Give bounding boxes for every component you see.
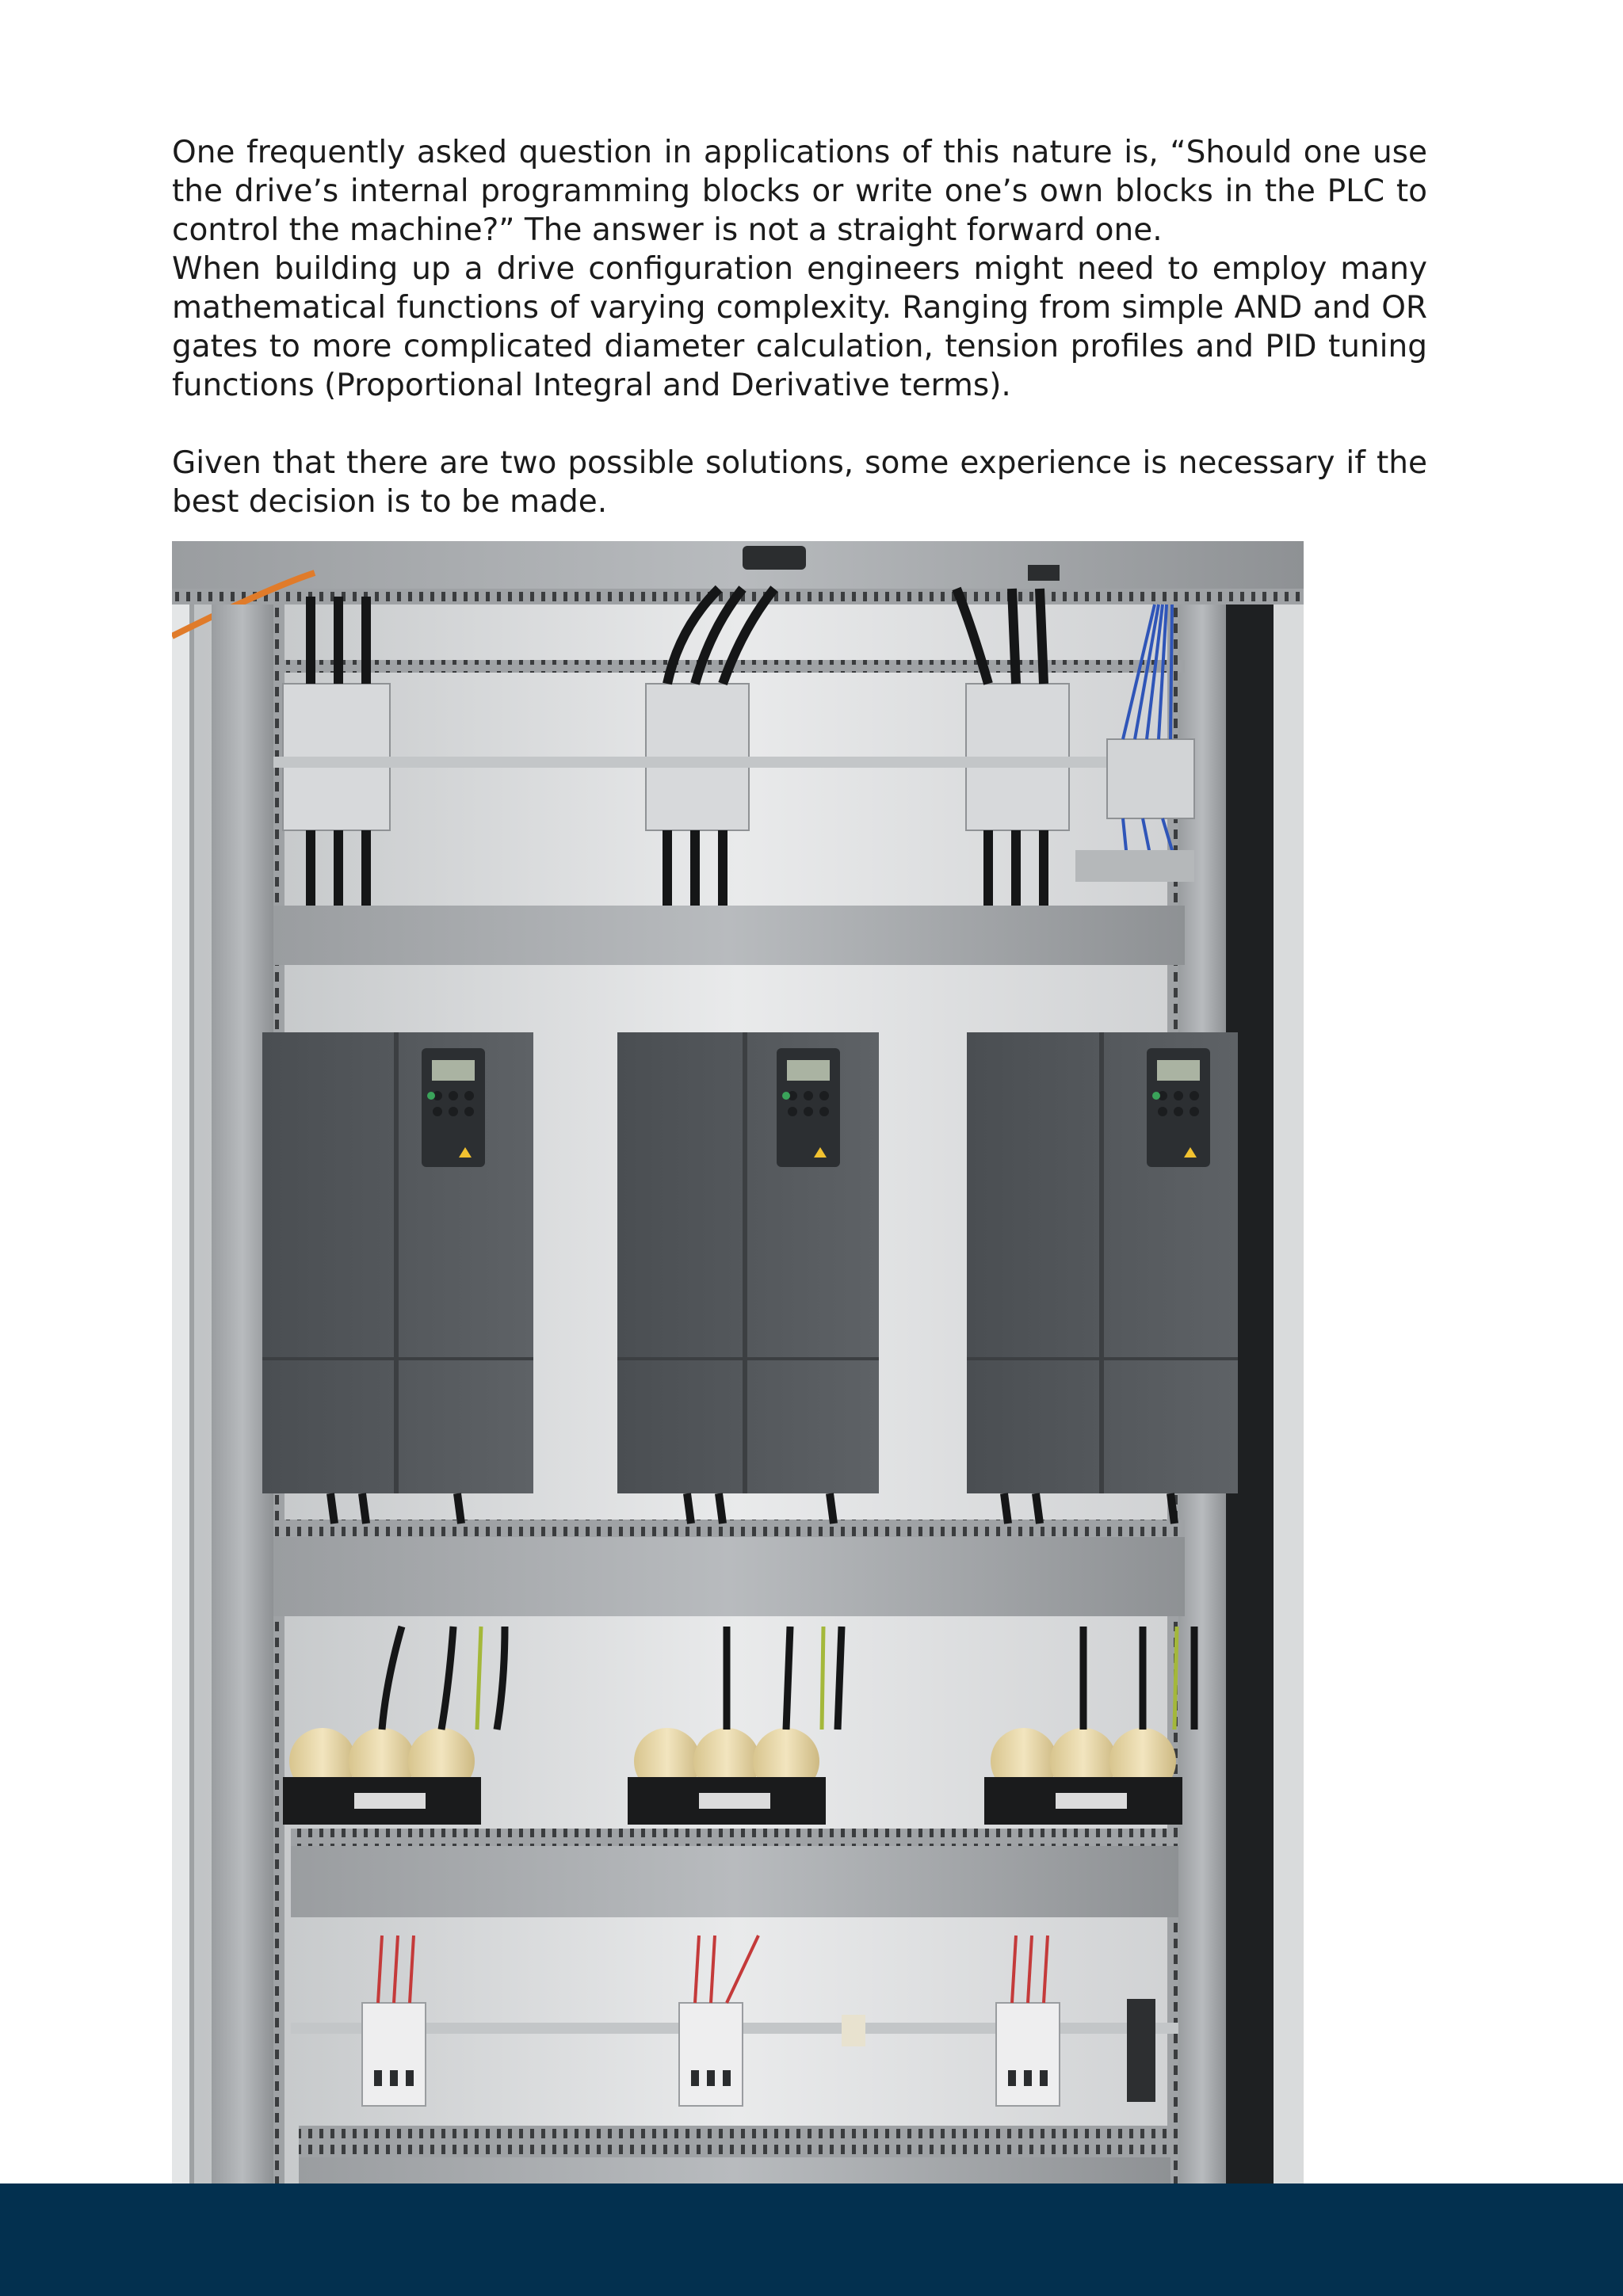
drive-units xyxy=(262,1032,1238,1493)
paragraph-2: When building up a drive configuration engineers might need to employ many mathematical functions of varying complexity. Ranging from simple AND and OR gates to more complicated diameter calculation, tension profiles and PID tuning functions (Proportional Integral and Derivative terms). xyxy=(172,251,1427,403)
cabinet-illustration xyxy=(172,541,1304,2183)
paragraph-3: Given that there are two possible solutions, some experience is necessary if the best decision is to be made. xyxy=(172,445,1427,520)
paragraph-1: One frequently asked question in applications of this nature is, “Should one use the drive’s internal programming blocks or write one’s own blocks in the PLC to control the machine?” The answer is not a straight forward one. xyxy=(172,135,1427,248)
cabinet-photo xyxy=(172,541,1304,2183)
choke-units xyxy=(283,1728,1182,1825)
body-text xyxy=(172,133,1427,521)
footer-band xyxy=(0,2183,1623,2296)
